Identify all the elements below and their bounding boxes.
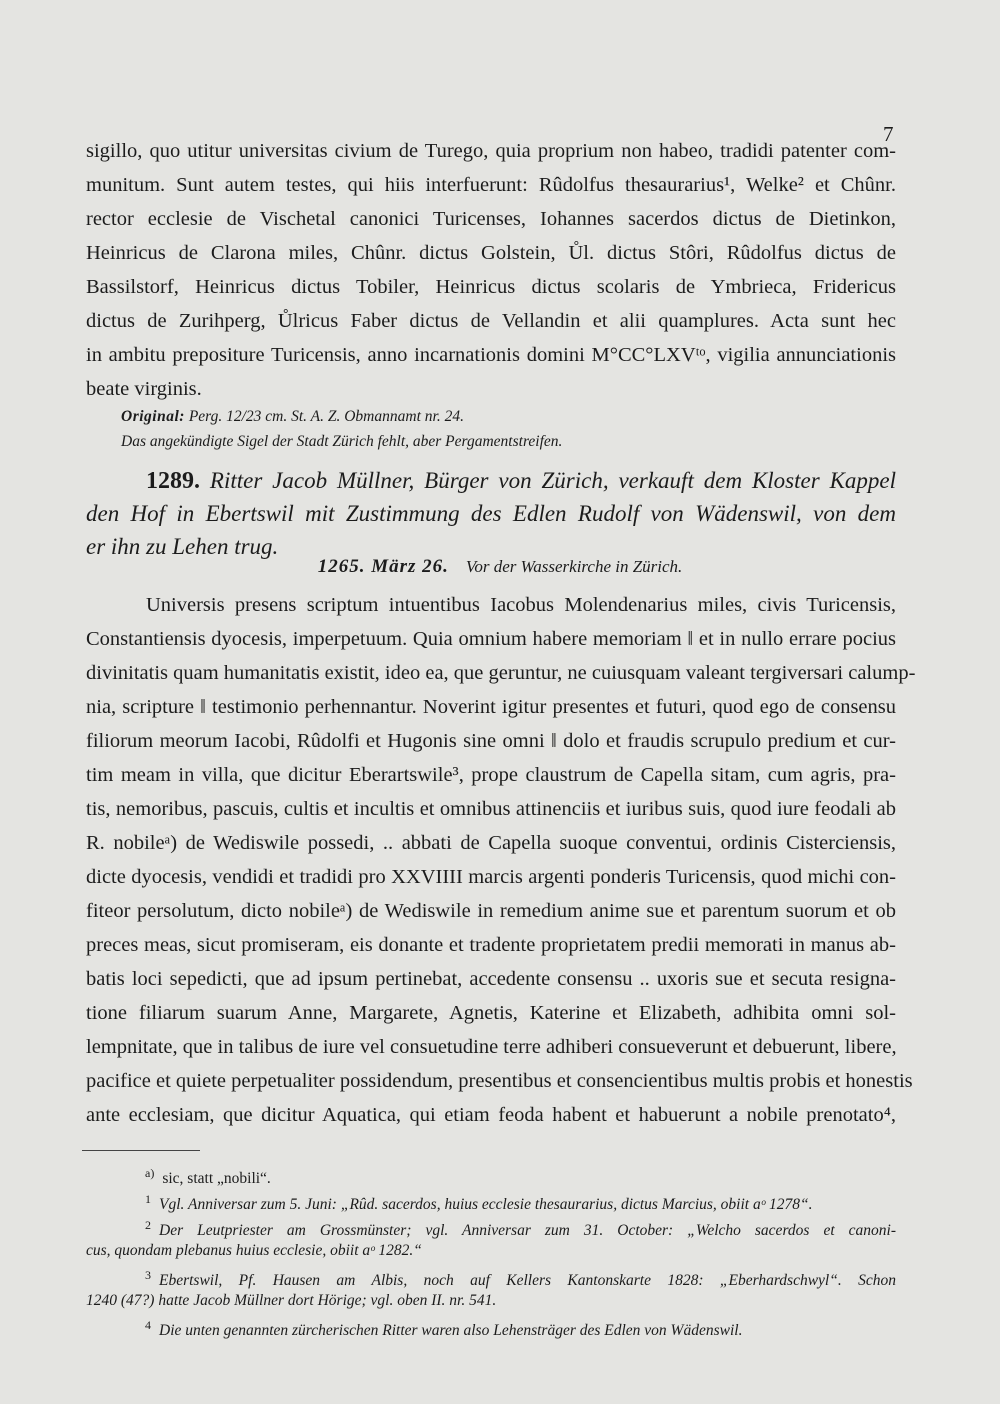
- footnote-2: [145, 1218, 896, 1240]
- body-text-line: divinitatis quam humanitatis existit, ideo ea, que geruntur, ne cuiusquam valeant tergiversari calump-: [86, 662, 916, 684]
- body-text-line: dicte dyocesis, vendidi et tradidi pro XXVIIII marcis argenti ponderis Turicensis, quod michi con-: [86, 866, 896, 888]
- heading-line: Ritter Jacob Müllner, Bürger von Zürich, verkauft dem Kloster Kappel: [209, 468, 897, 493]
- prev-text-line: in ambitu prepositure Turicensis, anno incarnationis domini M°CC°LXVᵗᵒ, vigilia annunciationis: [86, 344, 896, 366]
- body-text-line: Constantiensis dyocesis, imperpetuum. Quia omnium habere memoriam ‖ et in nullo errare pocius: [86, 628, 896, 650]
- prev-text-line: dictus de Zurihperg, Ůlricus Faber dictus de Vellandin et alii quamplures. Acta sunt hec: [86, 310, 896, 332]
- body-text-line: tis, nemoribus, pascuis, cultis et incultis et omnibus attinenciis et iuribus suis, quod iure feodali ab: [86, 798, 896, 820]
- body-text-line: tim meam in villa, que dicitur Eberartswile³, prope claustrum de Capella sitam, cum agris, pra-: [86, 764, 896, 786]
- footnote-a: [145, 1166, 271, 1188]
- page-number: 7: [883, 122, 894, 146]
- footnote-4: [145, 1318, 742, 1340]
- footnote-mark: 4: [145, 1318, 151, 1332]
- footnote-3-continued: 1240 (47?) hatte Jacob Müllner dort Hörige; vgl. oben II. nr. 541.: [86, 1292, 497, 1309]
- original-text: Perg. 12/23 cm. St. A. Z. Obmannamt nr. 24.: [188, 408, 464, 425]
- heading-line: er ihn zu Lehen trug.: [86, 534, 279, 559]
- body-text-line: R. nobileᵃ) de Wediswile possedi, .. abbati de Capella suoque conventui, ordinis Cisterciensis,: [86, 832, 896, 854]
- footnote-text: Ebertswil, Pf. Hausen am Albis, noch auf Kellers Kantonskarte 1828: „Eberhardschwyl“. Schon: [159, 1272, 896, 1290]
- body-text-line: ante ecclesiam, que dicitur Aquatica, qui etiam feoda habent et habuerunt a nobile prenotato⁴,: [86, 1104, 896, 1126]
- footnote-1: [145, 1192, 813, 1214]
- footnote-mark: a): [145, 1166, 155, 1180]
- body-text-line: Universis presens scriptum intuentibus Iacobus Molendenarius miles, civis Turicensis,: [146, 594, 896, 616]
- footnote-3: [145, 1268, 896, 1290]
- body-text-line: nia, scripture ‖ testimonio perhennantur. Noverint igitur presentes et futuri, quod ego de consensu: [86, 696, 896, 718]
- document-heading: [146, 468, 896, 495]
- document-place: Vor der Wasserkirche in Zürich.: [465, 557, 683, 576]
- prev-text-line: Bassilstorf, Heinricus dictus Tobiler, Heinricus dictus scolaris de Ymbrieca, Fridericus: [86, 276, 896, 298]
- original-remark: Das angekündigte Sigel der Stadt Zürich fehlt, aber Pergamentstreifen.: [121, 433, 563, 450]
- prev-text-line: rector ecclesie de Vischetal canonici Turicenses, Iohannes sacerdos dictus de Dietinkon,: [86, 208, 896, 230]
- heading-line: den Hof in Ebertswil mit Zustimmung des Edlen Rudolf von Wädenswil, von dem: [86, 501, 896, 526]
- footnote-mark: 1: [145, 1192, 151, 1206]
- prev-text-line: sigillo, quo utitur universitas civium de Turego, quia proprium non habeo, tradidi patenter com-: [86, 140, 896, 162]
- body-text-line: batis loci sepedicti, que ad ipsum pertinebat, accedente consensu .. uxoris sue et secuta resigna-: [86, 968, 896, 990]
- date-line: [0, 556, 1000, 578]
- footnote-text: Die unten genannten zürcherischen Ritter waren also Lehensträger des Edlen von Wädenswil.: [159, 1322, 743, 1340]
- body-text-line: lempnitate, que in talibus de iure vel consuetudine terre adhiberi consueverunt et debuerunt, libere,: [86, 1036, 897, 1058]
- footnote-text: sic, statt „nobili“.: [162, 1170, 271, 1188]
- body-text-line: preces meas, sicut promiseram, eis donante et tradente proprietatem predii memorati in manus ab-: [86, 934, 896, 956]
- document-date: 1265. März 26.: [317, 556, 449, 577]
- body-text-line: fiteor persolutum, dicto nobileᵃ) de Wediswile in remedium anime sue et parentum suorum et ob: [86, 900, 896, 922]
- original-source-note: [121, 408, 931, 426]
- footnote-mark: 2: [145, 1218, 151, 1232]
- body-text-line: filiorum meorum Iacobi, Rûdolfi et Hugonis sine omni ‖ dolo et fraudis scrupulo predium et cur-: [86, 730, 896, 752]
- body-text-line: pacifice et quiete perpetualiter possidendum, presentibus et consencientibus multis probis et honestis: [86, 1070, 913, 1092]
- footnote-text: Der Leutpriester am Grossmünster; vgl. Anniversar zum 31. October: „Welcho sacerdos et canoni-: [159, 1222, 896, 1240]
- footnote-2-continued: cus, quondam plebanus huius ecclesie, obiit aᵒ 1282.“: [86, 1242, 422, 1259]
- footnote-text: Vgl. Anniversar zum 5. Juni: „Rûd. sacerdos, huius ecclesie thesaurarius, dictus Marcius, obiit aᵒ 1278“.: [159, 1196, 813, 1214]
- prev-text-line: beate virginis.: [86, 378, 202, 400]
- body-text-line: tione filiarum suarum Anne, Margarete, Agnetis, Katerine et Elizabeth, adhibita omni sol-: [86, 1002, 896, 1024]
- footnote-mark: 3: [145, 1268, 151, 1282]
- footnote-rule: [82, 1150, 200, 1151]
- document-number: 1289.: [146, 468, 200, 494]
- prev-text-line: munitum. Sunt autem testes, qui hiis interfuerunt: Rûdolfus thesaurarius¹, Welke² et Chûnr.: [86, 174, 896, 196]
- original-label: Original:: [121, 408, 185, 425]
- prev-text-line: Heinricus de Clarona miles, Chûnr. dictus Golstein, Ůl. dictus Stôri, Rûdolfus dictus de: [86, 242, 896, 264]
